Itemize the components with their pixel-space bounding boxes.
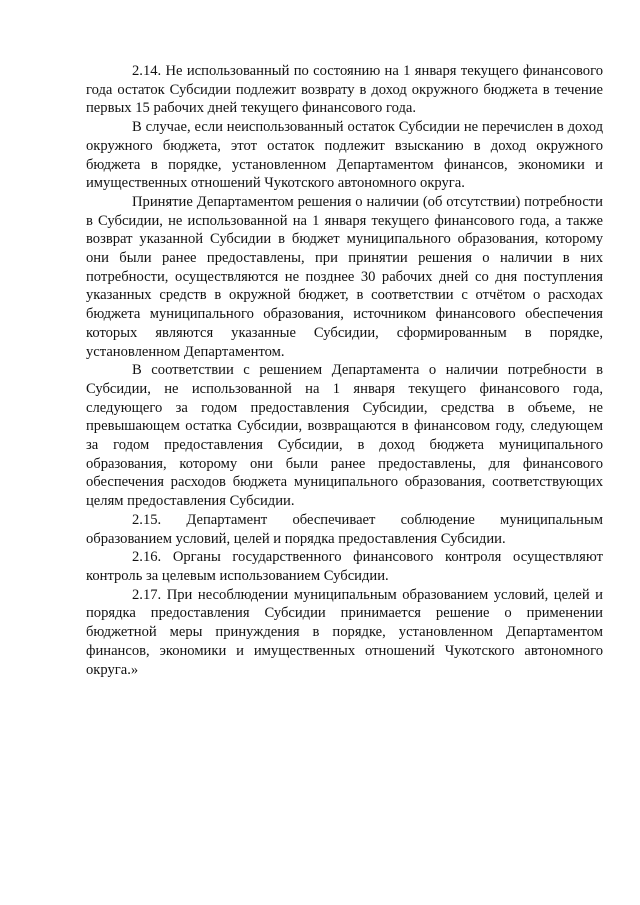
paragraph-need-decision: Принятие Департаментом решения о наличии (об отсутствии) потребности в Субсидии, не использованной на 1 января текущего финансового года, а также возврат указанной Субсидии в бюджет муниципального образования, которому они были ранее предоставлены, при принятии решения о наличии в них потребности, осуществляются не позднее 30 рабочих дней со дня поступления указанных средств в окружной бюджет, в соответствии с отчётом о расходах бюджета муниципального образования, источником финансового обеспечения которых являются указанные Субсидии, сформированным в порядке, установленном Департаментом. bbox=[86, 193, 603, 360]
paragraph-2-16: 2.16. Органы государственного финансового контроля осуществляют контроль за целевым использованием Субсидии. bbox=[86, 549, 603, 584]
paragraph-unpaid-remainder: В случае, если неиспользованный остаток Субсидии не перечислен в доход окружного бюджета, этот остаток подлежит взысканию в доход окружного бюджета в порядке, установленном Департаментом финансов, экономики и имущественных отношений Чукотского автономного округа. bbox=[86, 119, 603, 192]
paragraph-2-14: 2.14. Не использованный по состоянию на 1 января текущего финансового года остаток Субсидии подлежит возврату в доход окружного бюджета в течение первых 15 рабочих дней текущего финансового года. bbox=[86, 63, 603, 117]
paragraph-2-15: 2.15. Департамент обеспечивает соблюдение муниципальным образованием условий, целей и порядка предоставления Субсидии. bbox=[86, 511, 603, 547]
document-body bbox=[86, 62, 603, 679]
paragraph-2-17: 2.17. При несоблюдении муниципальным образованием условий, целей и порядка предоставления Субсидии принимается решение о применении бюджетной меры принуждения в порядке, установленном Департаментом финансов, экономики и имущественных отношений Чукотского автономного округа.» bbox=[86, 586, 603, 678]
paragraph-return-funds: В соответствии с решением Департамента о наличии потребности в Субсидии, не использованной на 1 января текущего финансового года, следующего за годом предоставления Субсидии, средства в объеме, не превышающем остатка Субсидии, возвращаются в финансовом году, следующем за годом предоставления Субсидии, в доход бюджета муниципального образования, которому они были ранее предоставлены, для финансового обеспечения расходов бюджета муниципального образования, соответствующих целям предоставления Субсидии. bbox=[86, 362, 603, 510]
